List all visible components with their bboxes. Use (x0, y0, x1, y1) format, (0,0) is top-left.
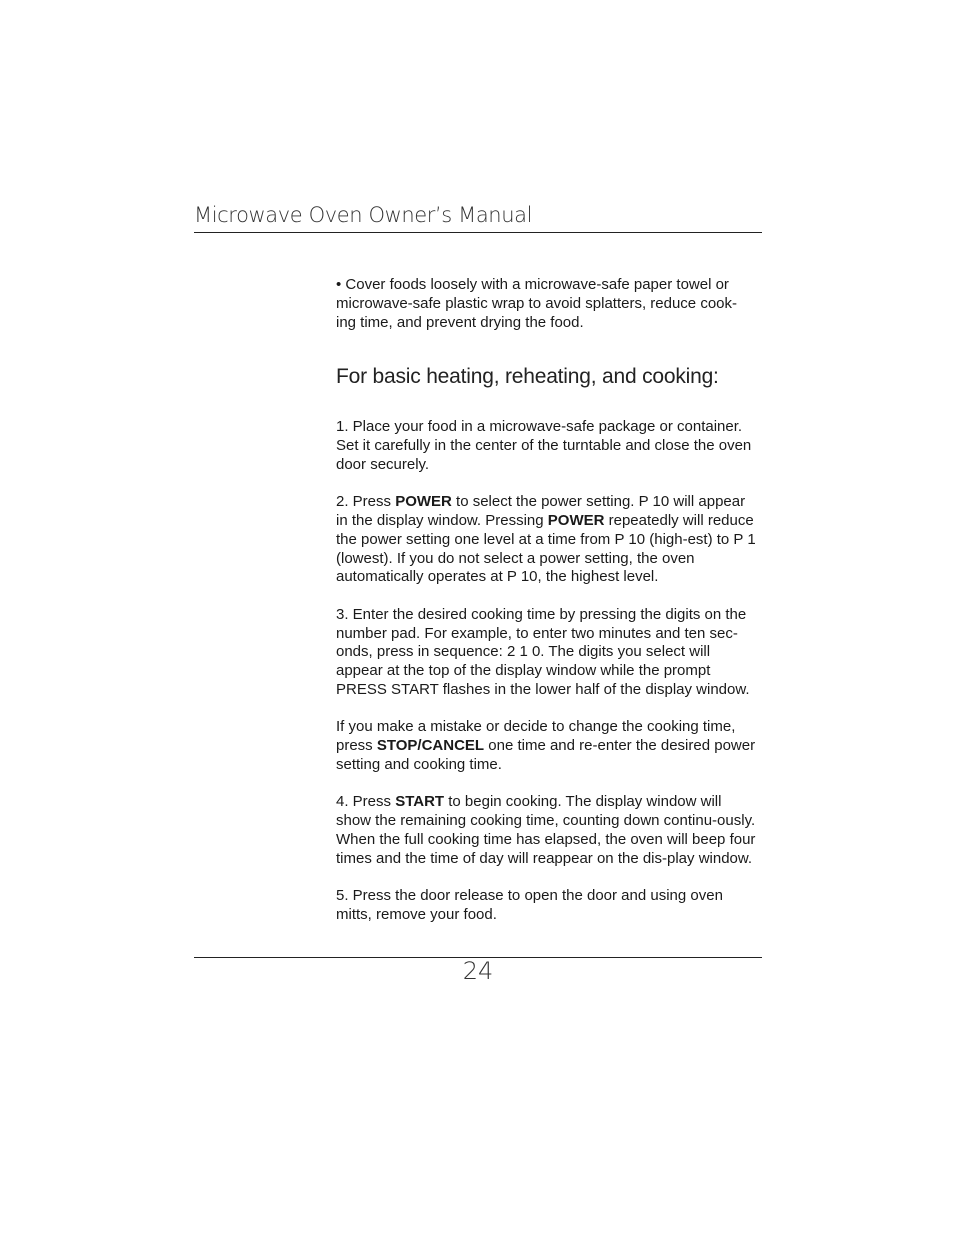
header-divider (194, 232, 762, 233)
step-2-text-post: repeatedly will reduce the power setting one level at a time from P 10 (high-est) to P 1 (lowest). If you do not select a power setting, the oven automatically operates at P 10, the highest level. (336, 512, 756, 586)
start-keyword: START (395, 793, 445, 811)
step-5: 5. Press the door release to open the door and using oven mitts, remove your food. (336, 886, 723, 923)
step-3: 3. Enter the desired cooking time by pressing the digits on the number pad. For example, to enter two minutes and ten sec-onds, press in sequence: 2 1 0. The digits you select will appear at the top of the display window while the prompt PRESS START flashes in the lower half of the display window. (336, 605, 750, 698)
power-keyword-2: POWER (547, 512, 605, 530)
step-2-text-pre: 2. Press (336, 493, 396, 511)
step-1: 1. Place your food in a microwave-safe package or container. Set it carefully in the center of the turntable and close the oven door securely. (336, 418, 752, 473)
power-keyword: POWER (395, 493, 452, 511)
step-4-text-pre: 4. Press (336, 793, 396, 811)
stop-cancel-keyword: STOP/CANCEL (376, 737, 485, 755)
step-2 (336, 493, 756, 587)
step-4 (336, 793, 756, 868)
step-2-text-mid: to select the power setting. P 10 will appear in the display window. Pressing (336, 493, 746, 530)
mistake-note-pre: If you make a mistake or decide to change the cooking time, press (336, 718, 736, 755)
bullet-cover-foods: • Cover foods loosely with a microwave-safe paper towel or microwave-safe plastic wrap to avoid splatters, reduce cook-ing time, and prevent drying the food. (336, 276, 738, 331)
mistake-note (336, 718, 756, 774)
step-4-text-post: to begin cooking. The display window will show the remaining cooking time, counting down continu-ously. When the full cooking time has elapsed, the oven will beep four times and the time of day will reappear on the dis-play window. (336, 793, 756, 867)
page-number: 24 (462, 957, 494, 985)
mistake-note-post: one time and re-enter the desired power setting and cooking time. (336, 737, 756, 773)
section-heading: For basic heating, reheating, and cooking: (336, 365, 719, 389)
running-header: Microwave Oven Owner’s Manual (194, 203, 533, 227)
page-content (336, 276, 756, 924)
